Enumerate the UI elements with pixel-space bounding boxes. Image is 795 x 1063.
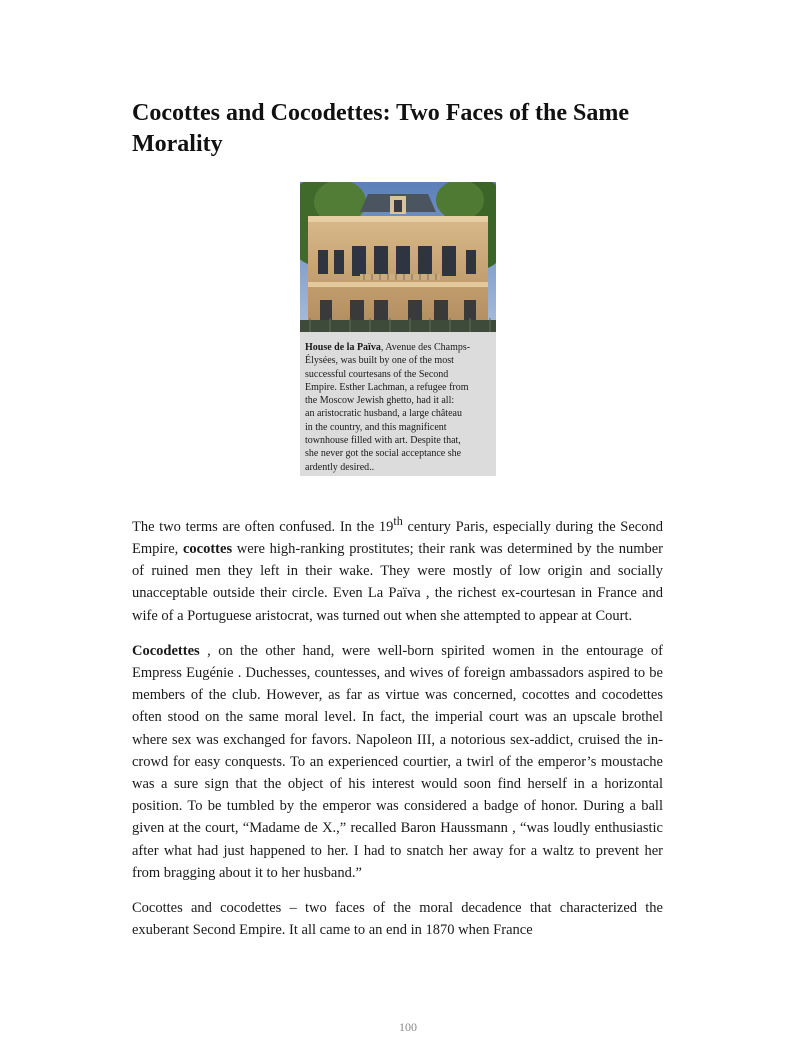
paragraph-3: Cocottes and cocodettes – two faces of the moral decadence that characterized the exuberant Second Empire. It all came to an end in 1870 when France <box>132 900 663 939</box>
house-photo <box>300 182 496 332</box>
paragraph-1-text-b: century Paris, especially during the Second Empire, <box>132 518 663 558</box>
paragraph-2-text: , on the other hand, were well-born spirited women in the entourage of Empress Eugénie . Duchesses, countesses, and wives of foreign ambassadors aspired to be members of the club. However, as far as virtue was concerned, cocottes and cocodettes often stood on the same moral level. In fact, the imperial court was an upscale brothel where sex was exchanged for favors. Napoleon III, a notorious sex-addict, cruised the in-crowd for easy conquests. To an experienced courtier, a twirl of the emperor’s moustache was a sure sign that the object of his interest would soon find herself in a horizontal position. To be tumbled by the emperor was considered a badge of honor. During a ball given at the court, “Madame de X.,” recalled Baron Haussmann , “was loudly enthusiastic after what had just happened to her. I had to snatch her away for a waltz to prevent her from bragging about it to her husband.” <box>132 642 663 881</box>
term-cocottes: cocottes <box>182 541 233 558</box>
superscript-th: th <box>393 514 403 528</box>
paragraph-2 <box>132 640 663 884</box>
page-number: 100 <box>399 1020 417 1034</box>
figure-block <box>300 182 496 476</box>
paragraph-1-text-a: The two terms are often confused. In the 19 <box>132 518 394 535</box>
caption-text: , Avenue des Champs- Élysées, was built by one of the most successful courtesans of the Second Empire. Esther Lachman, a refugee from the Moscow Jewish ghetto, had it all: an aristocratic husband, a large château in the country, and this magnificent townhouse filled with art. Despite that, she never got the social acceptance she ardently desired.. <box>305 342 471 473</box>
figure-caption <box>300 332 496 474</box>
body-text <box>132 510 663 954</box>
caption-title: House de la Païva <box>305 342 381 353</box>
paragraph-1 <box>132 510 663 627</box>
term-cocodettes: Cocodettes <box>132 642 200 659</box>
paragraph-1-text-c: were high-ranking prostitutes; their rank was determined by the number of ruined men they left in their wake. They were mostly of low origin and socially unacceptable outside their circle. Even La Païva , the richest ex-courtesan in France and wife of a Portuguese aristocrat, was turned out when she attempted to appear at Court. <box>132 541 663 624</box>
page-title: Cocottes and Cocodettes: Two Faces of the Same Morality <box>132 100 630 157</box>
